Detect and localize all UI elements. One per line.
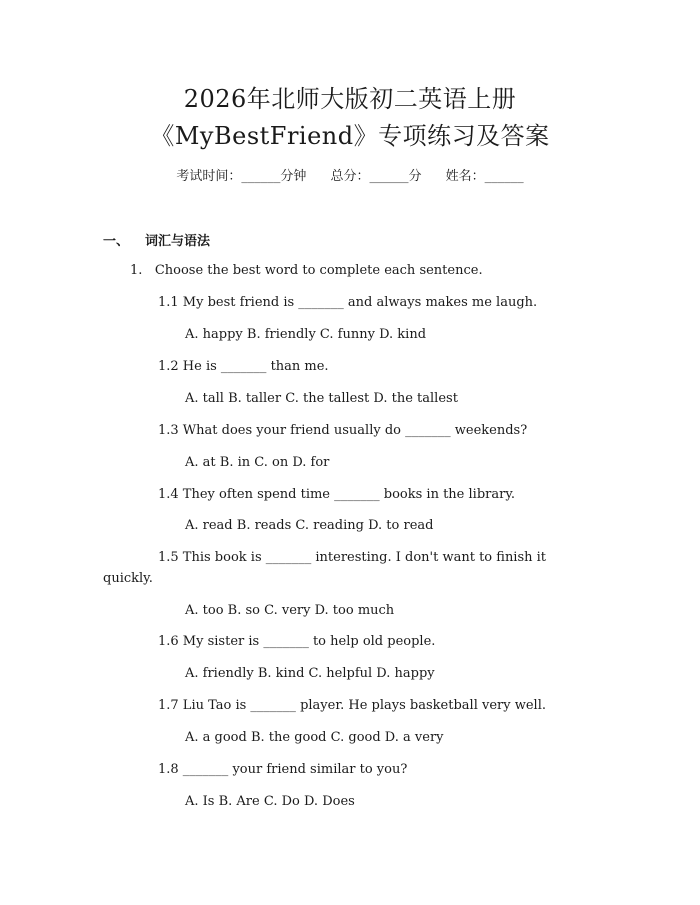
item-1-7-stem: 1.7 Liu Tao is _______ player. He plays basketball very well. — [158, 698, 546, 713]
item-1-4-stem: 1.4 They often spend time _______ books in the library. — [158, 487, 516, 502]
item-1-6-options: A. friendly B. kind C. helpful D. happy — [185, 666, 435, 681]
exam-time-label: 考试时间：______分钟 — [176, 169, 307, 184]
total-score-label: 总分：______分 — [330, 169, 422, 184]
section-title: 词汇与语法 — [145, 234, 211, 249]
section-number: 一、 — [103, 234, 130, 249]
section-heading — [103, 230, 210, 249]
item-1-6-stem: 1.6 My sister is _______ to help old people. — [158, 634, 436, 649]
item-1-1-options: A. happy B. friendly C. funny D. kind — [185, 327, 427, 342]
item-1-5-options: A. too B. so C. very D. too much — [185, 603, 395, 618]
question-number: 1. — [130, 263, 143, 278]
item-1-3-options: A. at B. in C. on D. for — [185, 455, 330, 470]
item-1-8-stem: 1.8 _______ your friend similar to you? — [158, 762, 408, 777]
item-1-3-stem: 1.3 What does your friend usually do _______ weekends? — [158, 423, 528, 438]
item-1-2-options: A. tall B. taller C. the tallest D. the tallest — [185, 391, 458, 406]
student-name-label: 姓名：______ — [445, 169, 524, 184]
question-text: Choose the best word to complete each sentence. — [154, 263, 483, 278]
document-title-line-2: 《MyBestFriend》专项练习及答案 — [150, 122, 550, 150]
item-1-7-options: A. a good B. the good C. good D. a very — [185, 730, 444, 745]
question-1 — [130, 261, 483, 281]
item-1-1-stem: 1.1 My best friend is _______ and always makes me laugh. — [158, 295, 538, 310]
document-title-line-1: 2026年北师大版初二英语上册 — [183, 85, 517, 113]
item-1-4-options: A. read B. reads C. reading D. to read — [185, 518, 434, 533]
item-1-5-stem: 1.5 This book is _______ interesting. I don't want to finish it quickly. — [103, 550, 547, 586]
exam-info-row — [0, 168, 700, 186]
item-1-8-options: A. Is B. Are C. Do D. Does — [185, 794, 355, 809]
item-1-2-stem: 1.2 He is _______ than me. — [158, 359, 329, 374]
